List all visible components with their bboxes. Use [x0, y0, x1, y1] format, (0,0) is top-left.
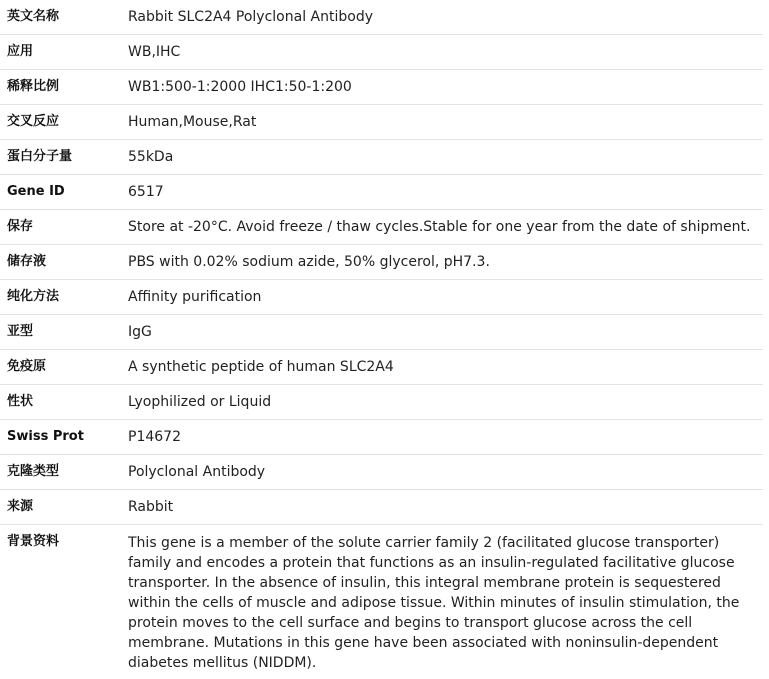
row-value: Polyclonal Antibody: [121, 455, 763, 490]
table-row-background: [0, 525, 763, 679]
row-label: 免疫原: [0, 350, 121, 385]
table-row-immunogen: [0, 350, 763, 385]
table-row-storage: [0, 210, 763, 245]
row-label: 背景资料: [0, 525, 121, 679]
row-value: IgG: [121, 315, 763, 350]
row-value: Lyophilized or Liquid: [121, 385, 763, 420]
row-label: 稀释比例: [0, 70, 121, 105]
row-value: WB,IHC: [121, 35, 763, 70]
table-row-gene-id: [0, 175, 763, 210]
row-value: 55kDa: [121, 140, 763, 175]
table-row-cross-reactivity: [0, 105, 763, 140]
row-label: 蛋白分子量: [0, 140, 121, 175]
row-value: Store at -20°C. Avoid freeze / thaw cycles.Stable for one year from the date of shipment.: [121, 210, 763, 245]
row-label: 交叉反应: [0, 105, 121, 140]
row-label: 性状: [0, 385, 121, 420]
table-row-molecular-weight: [0, 140, 763, 175]
row-value: Rabbit SLC2A4 Polyclonal Antibody: [121, 0, 763, 35]
row-value: 6517: [121, 175, 763, 210]
table-row-purification: [0, 280, 763, 315]
table-row-isotype: [0, 315, 763, 350]
row-label: 来源: [0, 490, 121, 525]
row-value: Human,Mouse,Rat: [121, 105, 763, 140]
table-row-storage-buffer: [0, 245, 763, 280]
row-label: 保存: [0, 210, 121, 245]
table-row-host: [0, 490, 763, 525]
row-label: 应用: [0, 35, 121, 70]
table-row-form: [0, 385, 763, 420]
row-label: 亚型: [0, 315, 121, 350]
row-label: 英文名称: [0, 0, 121, 35]
row-label: 储存液: [0, 245, 121, 280]
row-value: Affinity purification: [121, 280, 763, 315]
table-row-english-name: [0, 0, 763, 35]
table-row-application: [0, 35, 763, 70]
row-value: A synthetic peptide of human SLC2A4: [121, 350, 763, 385]
row-label: 克隆类型: [0, 455, 121, 490]
row-label: Gene ID: [0, 175, 121, 210]
row-value: Rabbit: [121, 490, 763, 525]
row-value: P14672: [121, 420, 763, 455]
row-label: 纯化方法: [0, 280, 121, 315]
row-value: PBS with 0.02% sodium azide, 50% glycerol, pH7.3.: [121, 245, 763, 280]
table-row-swiss-prot: [0, 420, 763, 455]
background-text: This gene is a member of the solute carrier family 2 (facilitated glucose transporter) family and encodes a protein that functions as an insulin-regulated facilitative glucose transporter. In the absence of insulin, this integral membrane protein is sequestered within the cells of muscle and adipose tissue. Within minutes of insulin stimulation, the protein moves to the cell surface and begins to transport glucose across the cell membrane. Mutations in this gene have been associated with noninsulin-dependent diabetes mellitus (NIDDM).: [121, 525, 763, 679]
row-value: WB1:500-1:2000 IHC1:50-1:200: [121, 70, 763, 105]
row-label: Swiss Prot: [0, 420, 121, 455]
table-row-clonality: [0, 455, 763, 490]
table-row-dilution: [0, 70, 763, 105]
